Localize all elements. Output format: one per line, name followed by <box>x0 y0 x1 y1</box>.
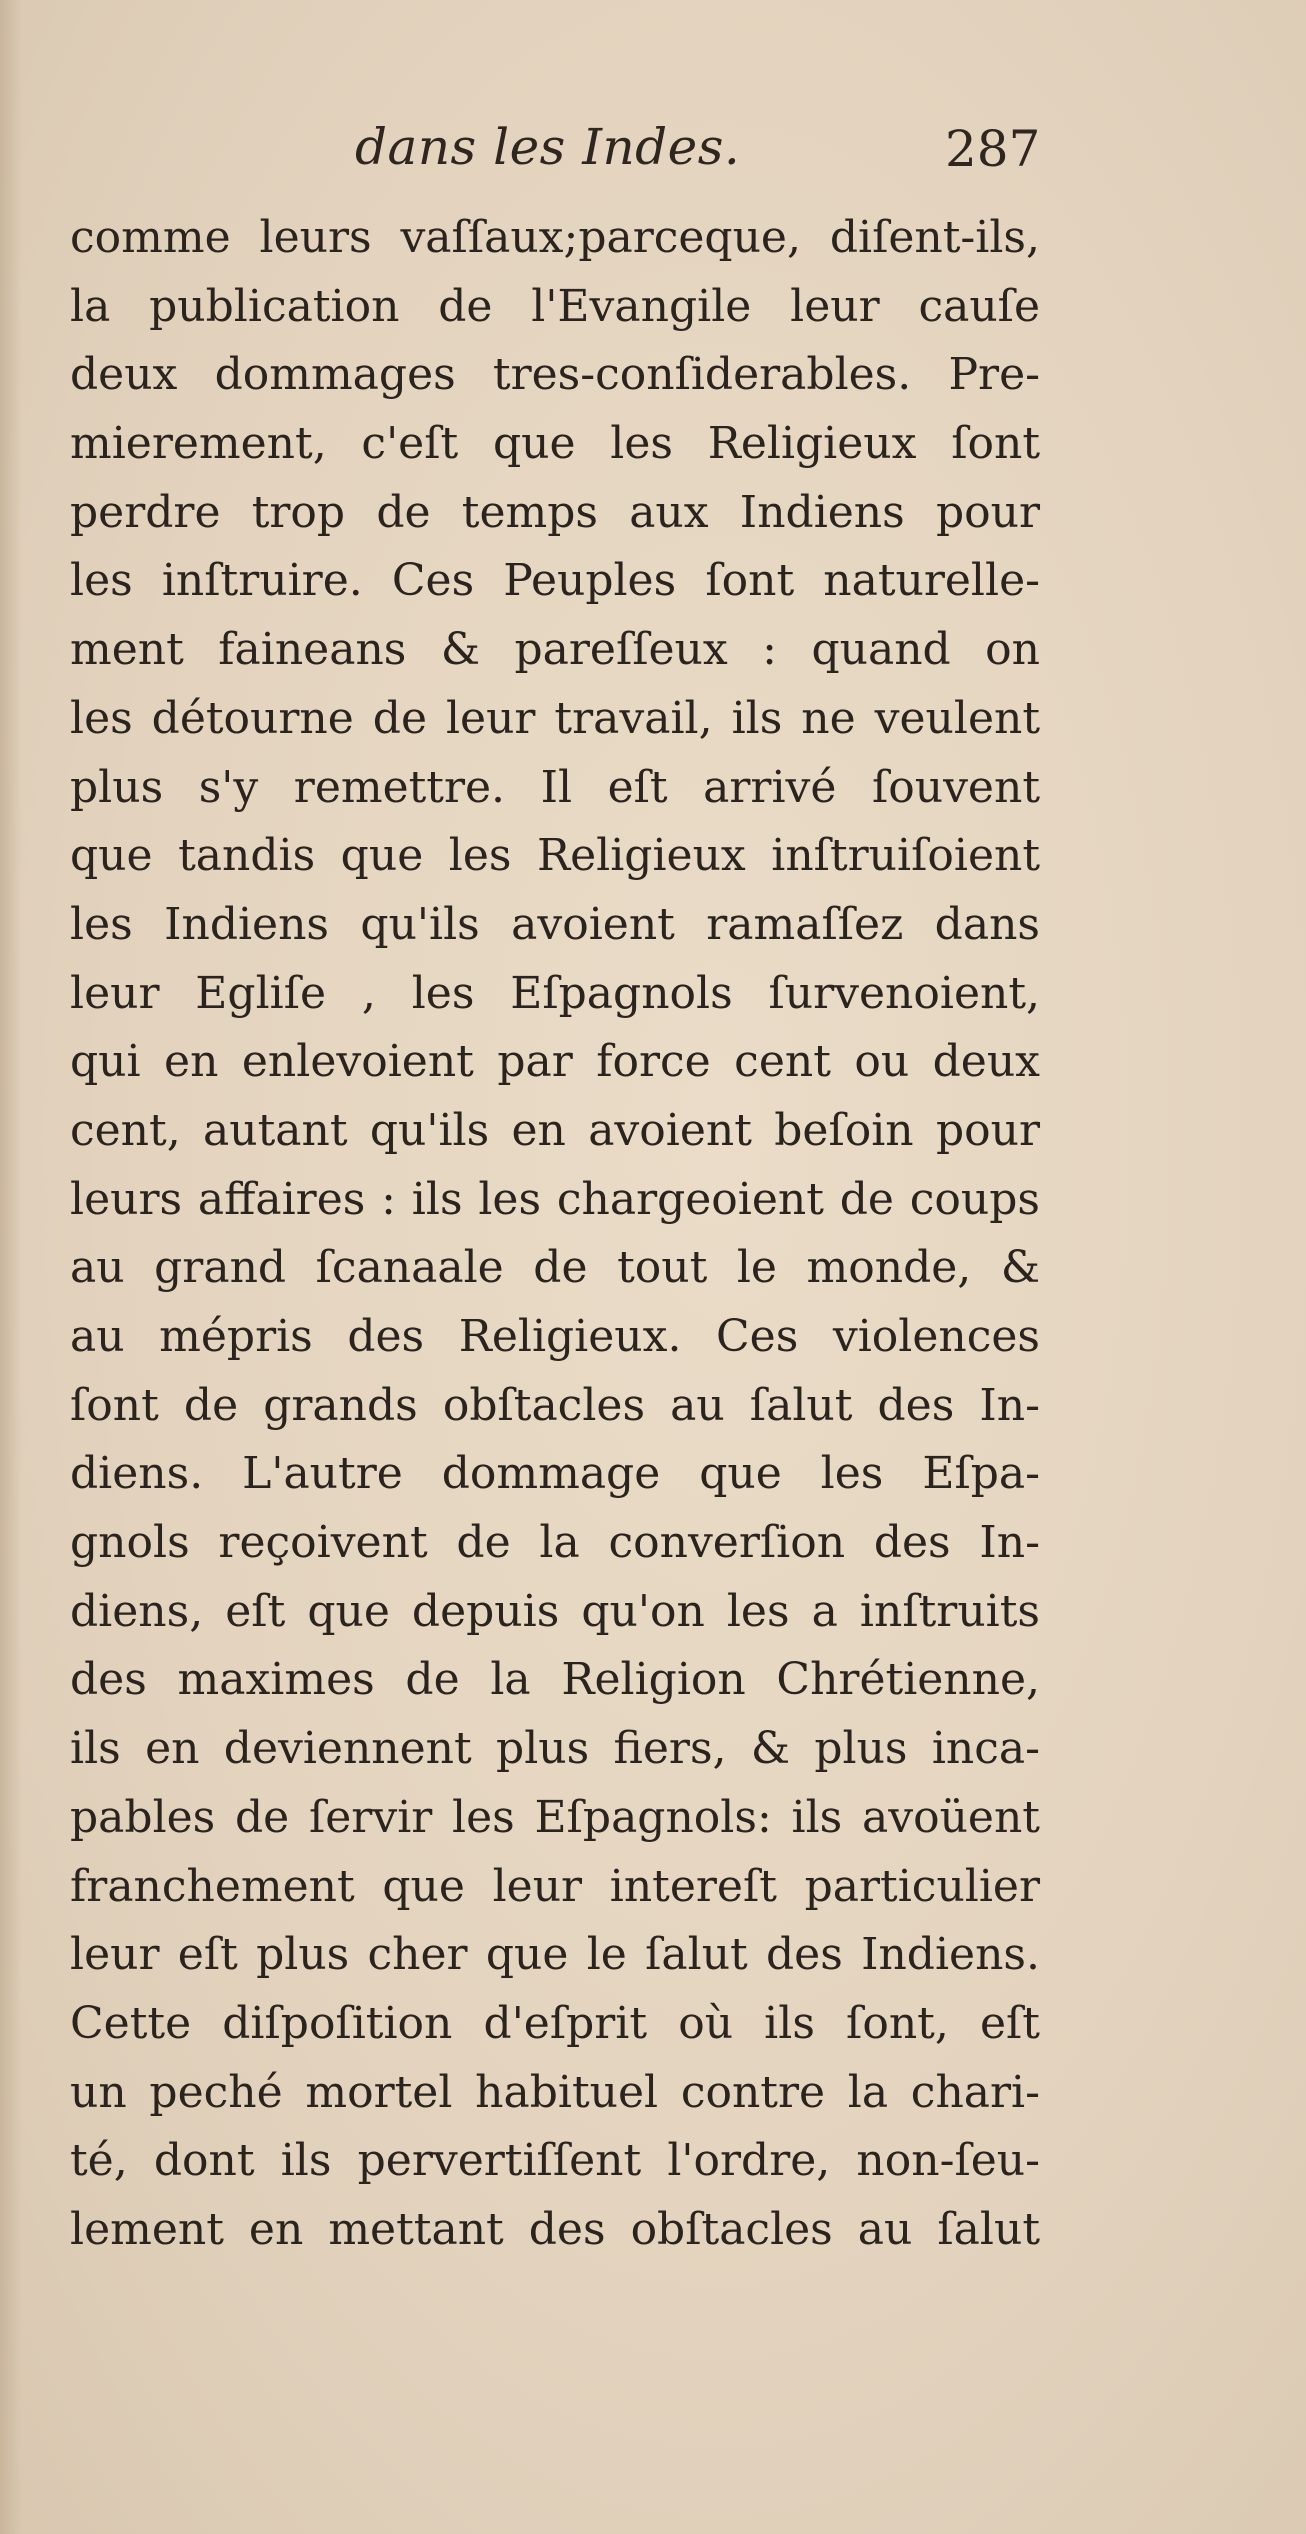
text-line: au mépris des Religieux. Ces violences <box>70 1311 1040 1362</box>
text-line: perdre trop de temps aux Indiens pour <box>70 486 1040 538</box>
text-line: des maximes de la Religion Chrétienne, <box>70 1654 1040 1706</box>
text-line: franchement que leur intereſt particulier <box>70 1860 1040 1912</box>
text-line: ils en deviennent plus fiers, & plus inca- <box>70 1723 1040 1775</box>
text-line: diens, eſt que depuis qu'on les a inſtruits <box>70 1585 1040 1637</box>
text-line: que tandis que les Religieux inſtruiſoient <box>70 830 1040 882</box>
text-line: Cette diſpoſition d'eſprit où ils ſont, eſt <box>70 1997 1040 2049</box>
text-line: un peché mortel habituel contre la chari- <box>70 2066 1040 2118</box>
text-line: gnols reçoivent de la converſion des In- <box>70 1517 1040 1569</box>
text-line: deux dommages tres-conſiderables. Pre- <box>70 349 1040 401</box>
text-line: la publication de l'Evangile leur cauſe <box>70 280 1040 332</box>
text-line: les détourne de leur travail, ils ne veulent <box>70 692 1040 744</box>
text-line: diens. L'autre dommage que les Eſpa- <box>70 1448 1040 1500</box>
gutter-shadow <box>0 0 22 2534</box>
text-line: les Indiens qu'ils avoient ramaſſez dans <box>70 898 1040 950</box>
text-line: leurs affaires : ils les chargeoient de coups <box>70 1173 1040 1225</box>
text-line: les inſtruire. Ces Peuples ſont naturelle- <box>70 555 1040 607</box>
text-line: ſont de grands obſtacles au ſalut des In- <box>70 1379 1040 1431</box>
text-line: plus s'y remettre. Il eſt arrivé ſouvent <box>70 761 1040 813</box>
text-line: lement en mettant des obſtacles au ſalut <box>70 2203 1040 2255</box>
text-line: cent, autant qu'ils en avoient beſoin pour <box>70 1104 1040 1156</box>
text-line: té, dont ils pervertiſſent l'ordre, non-ſeu- <box>70 2135 1040 2187</box>
text-line: ment faineans & pareſſeux : quand on <box>70 624 1040 676</box>
running-head-title: dans les Indes. <box>355 118 741 176</box>
text-line: au grand ſcanaale de tout le monde, & <box>70 1242 1040 1294</box>
running-head <box>0 118 1306 188</box>
text-line: leur eſt plus cher que le ſalut des Indiens. <box>70 1929 1040 1981</box>
text-line: comme leurs vaſſaux;parceque, diſent-ils, <box>70 212 1040 263</box>
text-line: mierement, c'eſt que les Religieux ſont <box>70 418 1040 470</box>
text-line: pables de ſervir les Eſpagnols: ils avoüent <box>70 1791 1040 1843</box>
body-text <box>70 204 1040 2265</box>
page-number: 287 <box>945 120 1041 178</box>
text-line: leur Egliſe , les Eſpagnols ſurvenoient, <box>70 967 1040 1019</box>
text-line: qui en enlevoient par force cent ou deux <box>70 1036 1040 1088</box>
